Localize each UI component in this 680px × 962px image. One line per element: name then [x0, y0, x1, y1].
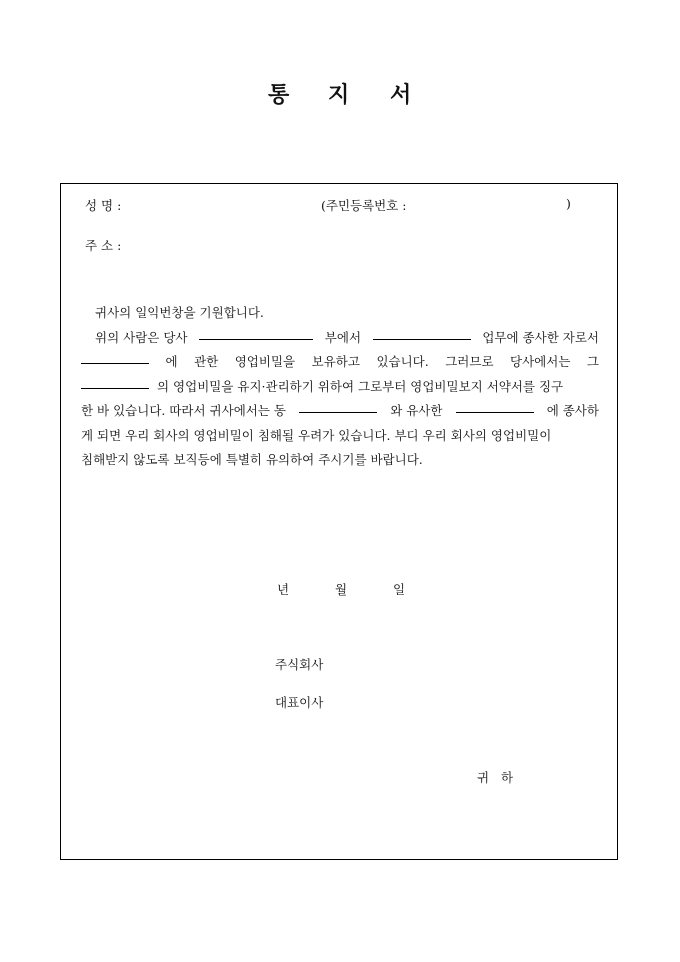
rrn-close: ): [566, 196, 571, 211]
field-blank: [456, 399, 534, 413]
body-line-2-word-4: 있습니다.: [376, 354, 429, 369]
body-line-5: [81, 424, 599, 449]
body-line-2-word-2: 영업비밀을: [234, 354, 296, 369]
body-line-1-c: 업무에 종사한 자로서: [482, 329, 599, 345]
company-label: 주식회사: [275, 657, 324, 672]
body-line-4: [81, 399, 599, 424]
business-blank: [299, 399, 377, 413]
notice-frame: [60, 183, 618, 860]
body-line-6: [81, 448, 599, 473]
body-line-2-word-5: 그러므로: [445, 354, 494, 369]
body-line-3: [81, 375, 599, 400]
document-title: [0, 78, 680, 118]
date-month-label: 월: [335, 582, 348, 597]
recipient-label: 귀 하: [477, 770, 514, 785]
body-line-3-a: 의 영업비밀을 유지·관리하기 위하여 그로부터 영업비밀보지 서약서를 징구: [157, 378, 564, 394]
date-day-label: 일: [393, 582, 406, 597]
title-char-3: 서: [390, 82, 412, 108]
name-label: 성 명 :: [85, 198, 122, 213]
body-line-2-word-3: 보유하고: [311, 354, 360, 369]
body-line-2-a: 에: [165, 354, 178, 369]
body-line-2-word-6: 당사에서는: [510, 354, 571, 369]
greeting-line: [81, 301, 599, 326]
body-line-6-text: 침해받지 않도록 보직등에 특별히 유의하여 주시기를 바랍니다.: [81, 452, 423, 467]
title-char-1: 통: [268, 82, 290, 108]
department-blank: [199, 326, 313, 340]
subject-blank-2: [81, 375, 149, 389]
address-label: 주 소 :: [85, 238, 122, 253]
body-line-1-a: 위의 사람은 당사: [95, 329, 188, 345]
date-year-label: 년: [277, 582, 290, 597]
notice-body: [81, 301, 599, 473]
title-char-2: 지: [328, 82, 350, 108]
ceo-label: 대표이사: [275, 695, 324, 710]
body-line-5-text: 게 되면 우리 회사의 영업비밀이 침해될 우려가 있습니다. 부디 우리 회사의 영업비밀이: [81, 427, 552, 443]
body-line-2: [81, 350, 599, 375]
body-line-4-c: 에 종사하: [546, 403, 599, 418]
body-line-2-word-7: 그: [586, 354, 599, 369]
rrn-label: (주민등록번호 :: [321, 198, 407, 213]
body-line-4-b: 와 유사한: [390, 403, 443, 418]
body-line-1: [81, 326, 599, 351]
body-line-4-a: 한 바 있습니다. 따라서 귀사에서는 동: [81, 403, 286, 418]
body-line-2-word-1: 관한: [194, 354, 219, 369]
body-line-1-b: 부에서: [324, 329, 362, 345]
greeting-text: 귀사의 일익번창을 기원합니다.: [95, 305, 264, 320]
subject-blank-1: [81, 350, 149, 364]
task-blank: [373, 326, 471, 340]
